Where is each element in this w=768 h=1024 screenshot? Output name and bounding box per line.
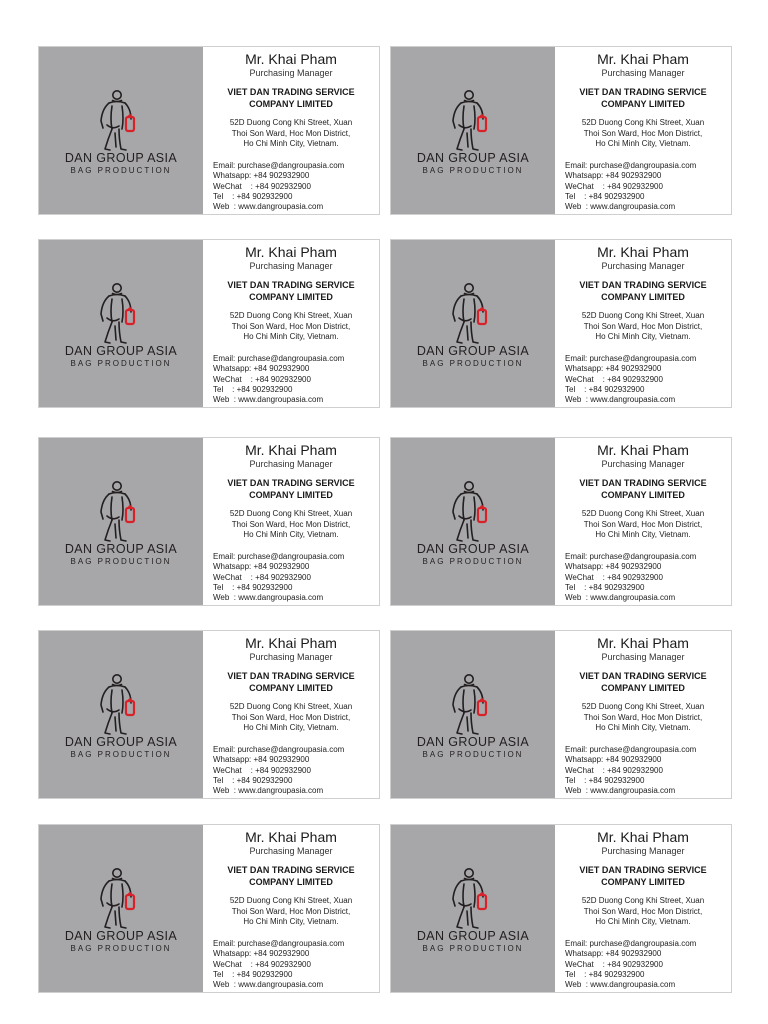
figure-with-bag-icon — [447, 89, 495, 153]
job-title: Purchasing Manager — [249, 459, 333, 469]
business-card — [390, 824, 732, 993]
company-line: COMPANY LIMITED — [601, 292, 685, 302]
business-card — [38, 630, 380, 799]
tel-line: Tel : +84 902932900 — [213, 969, 293, 979]
company-line: VIET DAN TRADING SERVICE — [227, 478, 355, 488]
job-title: Purchasing Manager — [249, 846, 333, 856]
web-line: Web : www.dangroupasia.com — [213, 202, 324, 212]
company-line: COMPANY LIMITED — [601, 490, 685, 500]
job-title: Purchasing Manager — [601, 846, 685, 856]
address — [203, 702, 379, 734]
address-line: Ho Chi Minh City, Vietnam. — [595, 723, 691, 732]
job-title: Purchasing Manager — [249, 68, 333, 78]
brand-name: DAN GROUP ASIA — [64, 929, 178, 943]
email-line: Email: purchase@dangroupasia.com — [565, 552, 697, 561]
whatsapp-line: Whatsapp: +84 902932900 — [213, 755, 310, 765]
address — [203, 118, 379, 150]
contact-details — [213, 552, 344, 603]
address-line: 52D Duong Cong Khi Street, Xuan — [229, 118, 353, 127]
contact-details — [565, 745, 696, 796]
email-line: Email: purchase@dangroupasia.com — [213, 745, 345, 754]
web-line: Web : www.dangroupasia.com — [565, 202, 676, 212]
person-name: Mr. Khai Pham — [597, 635, 689, 651]
company-name — [555, 279, 731, 303]
contact-info — [203, 631, 379, 798]
business-card — [390, 630, 732, 799]
person-name: Mr. Khai Pham — [245, 244, 337, 260]
company-name — [203, 670, 379, 694]
wechat-line: WeChat : +84 902932900 — [565, 765, 663, 775]
company-line: VIET DAN TRADING SERVICE — [579, 87, 707, 97]
company-name — [203, 477, 379, 501]
company-line: VIET DAN TRADING SERVICE — [579, 280, 707, 290]
tel-line: Tel : +84 902932900 — [213, 384, 293, 394]
wechat-line: WeChat : +84 902932900 — [565, 572, 663, 582]
business-card — [390, 437, 732, 606]
whatsapp-line: Whatsapp: +84 902932900 — [213, 949, 310, 959]
whatsapp-line: Whatsapp: +84 902932900 — [565, 949, 662, 959]
contact-info — [203, 825, 379, 992]
person-name: Mr. Khai Pham — [597, 442, 689, 458]
brand-tagline: BAG PRODUCTION — [422, 944, 524, 953]
company-line: VIET DAN TRADING SERVICE — [579, 865, 707, 875]
figure-with-bag-icon — [95, 673, 143, 737]
job-title: Purchasing Manager — [601, 652, 685, 662]
contact-info — [555, 438, 731, 605]
brand-panel — [39, 240, 203, 407]
figure-with-bag-icon — [95, 89, 143, 153]
brand-name: DAN GROUP ASIA — [64, 735, 178, 749]
contact-details — [565, 939, 696, 990]
contact-info — [203, 47, 379, 214]
company-line: VIET DAN TRADING SERVICE — [227, 87, 355, 97]
address-line: Thoi Son Ward, Hoc Mon District, — [583, 519, 703, 529]
company-line: VIET DAN TRADING SERVICE — [227, 865, 355, 875]
address-line: Thoi Son Ward, Hoc Mon District, — [583, 321, 703, 331]
job-title: Purchasing Manager — [601, 261, 685, 271]
business-card — [38, 824, 380, 993]
address-line: Ho Chi Minh City, Vietnam. — [595, 530, 691, 539]
address — [555, 311, 731, 343]
person-name: Mr. Khai Pham — [245, 51, 337, 67]
address-line: 52D Duong Cong Khi Street, Xuan — [581, 311, 705, 320]
whatsapp-line: Whatsapp: +84 902932900 — [565, 171, 662, 181]
contact-info — [203, 240, 379, 407]
address — [555, 702, 731, 734]
wechat-line: WeChat : +84 902932900 — [565, 181, 663, 191]
business-card — [38, 46, 380, 215]
email-line: Email: purchase@dangroupasia.com — [565, 939, 697, 948]
person-name: Mr. Khai Pham — [245, 442, 337, 458]
person-name: Mr. Khai Pham — [597, 829, 689, 845]
email-line: Email: purchase@dangroupasia.com — [565, 161, 697, 170]
company-name — [555, 864, 731, 888]
contact-info — [555, 240, 731, 407]
company-line: COMPANY LIMITED — [249, 490, 333, 500]
wechat-line: WeChat : +84 902932900 — [213, 765, 311, 775]
tel-line: Tel : +84 902932900 — [565, 384, 645, 394]
figure-with-bag-icon — [447, 867, 495, 931]
address-line: Ho Chi Minh City, Vietnam. — [595, 139, 691, 148]
address-line: Thoi Son Ward, Hoc Mon District, — [231, 906, 351, 916]
business-card — [390, 46, 732, 215]
company-line: VIET DAN TRADING SERVICE — [227, 671, 355, 681]
address-line: 52D Duong Cong Khi Street, Xuan — [581, 702, 705, 711]
wechat-line: WeChat : +84 902932900 — [565, 374, 663, 384]
tel-line: Tel : +84 902932900 — [213, 775, 293, 785]
person-name: Mr. Khai Pham — [245, 829, 337, 845]
email-line: Email: purchase@dangroupasia.com — [565, 745, 697, 754]
company-line: VIET DAN TRADING SERVICE — [227, 280, 355, 290]
company-line: COMPANY LIMITED — [601, 99, 685, 109]
address-line: Thoi Son Ward, Hoc Mon District, — [231, 128, 351, 138]
web-line: Web : www.dangroupasia.com — [565, 593, 676, 603]
address-line: 52D Duong Cong Khi Street, Xuan — [229, 702, 353, 711]
address-line: Ho Chi Minh City, Vietnam. — [243, 723, 339, 732]
address — [203, 509, 379, 541]
brand-panel — [39, 631, 203, 798]
whatsapp-line: Whatsapp: +84 902932900 — [565, 364, 662, 374]
figure-with-bag-icon — [95, 282, 143, 346]
address-line: Ho Chi Minh City, Vietnam. — [243, 332, 339, 341]
wechat-line: WeChat : +84 902932900 — [213, 181, 311, 191]
brand-tagline: BAG PRODUCTION — [70, 359, 172, 368]
company-name — [203, 279, 379, 303]
web-line: Web : www.dangroupasia.com — [213, 980, 324, 990]
address-line: Ho Chi Minh City, Vietnam. — [243, 917, 339, 926]
brand-panel — [391, 825, 555, 992]
brand-tagline: BAG PRODUCTION — [70, 166, 172, 175]
address — [555, 509, 731, 541]
address-line: Thoi Son Ward, Hoc Mon District, — [583, 712, 703, 722]
address-line: Thoi Son Ward, Hoc Mon District, — [231, 712, 351, 722]
address-line: 52D Duong Cong Khi Street, Xuan — [229, 311, 353, 320]
contact-info — [203, 438, 379, 605]
person-name: Mr. Khai Pham — [597, 244, 689, 260]
person-name: Mr. Khai Pham — [245, 635, 337, 651]
company-line: VIET DAN TRADING SERVICE — [579, 671, 707, 681]
email-line: Email: purchase@dangroupasia.com — [565, 354, 697, 363]
company-line: COMPANY LIMITED — [601, 683, 685, 693]
wechat-line: WeChat : +84 902932900 — [213, 572, 311, 582]
figure-with-bag-icon — [95, 480, 143, 544]
brand-tagline: BAG PRODUCTION — [70, 557, 172, 566]
contact-info — [555, 631, 731, 798]
brand-name: DAN GROUP ASIA — [64, 151, 178, 165]
figure-with-bag-icon — [95, 867, 143, 931]
tel-line: Tel : +84 902932900 — [565, 969, 645, 979]
contact-info — [555, 825, 731, 992]
address — [203, 311, 379, 343]
address-line: Thoi Son Ward, Hoc Mon District, — [231, 321, 351, 331]
job-title: Purchasing Manager — [601, 459, 685, 469]
company-name — [203, 864, 379, 888]
email-line: Email: purchase@dangroupasia.com — [213, 939, 345, 948]
whatsapp-line: Whatsapp: +84 902932900 — [565, 562, 662, 572]
web-line: Web : www.dangroupasia.com — [213, 395, 324, 405]
web-line: Web : www.dangroupasia.com — [213, 786, 324, 796]
address-line: Ho Chi Minh City, Vietnam. — [243, 530, 339, 539]
brand-panel — [39, 47, 203, 214]
address-line: 52D Duong Cong Khi Street, Xuan — [229, 509, 353, 518]
brand-name: DAN GROUP ASIA — [416, 344, 530, 358]
brand-panel — [39, 825, 203, 992]
brand-panel — [391, 47, 555, 214]
address-line: Thoi Son Ward, Hoc Mon District, — [583, 906, 703, 916]
business-card — [38, 239, 380, 408]
whatsapp-line: Whatsapp: +84 902932900 — [213, 562, 310, 572]
address-line: 52D Duong Cong Khi Street, Xuan — [581, 118, 705, 127]
brand-tagline: BAG PRODUCTION — [70, 944, 172, 953]
email-line: Email: purchase@dangroupasia.com — [213, 552, 345, 561]
contact-details — [213, 354, 344, 405]
company-line: VIET DAN TRADING SERVICE — [579, 478, 707, 488]
brand-name: DAN GROUP ASIA — [64, 344, 178, 358]
web-line: Web : www.dangroupasia.com — [565, 395, 676, 405]
brand-tagline: BAG PRODUCTION — [70, 750, 172, 759]
person-name: Mr. Khai Pham — [597, 51, 689, 67]
tel-line: Tel : +84 902932900 — [213, 191, 293, 201]
brand-panel — [39, 438, 203, 605]
whatsapp-line: Whatsapp: +84 902932900 — [565, 755, 662, 765]
tel-line: Tel : +84 902932900 — [565, 191, 645, 201]
web-line: Web : www.dangroupasia.com — [565, 786, 676, 796]
brand-name: DAN GROUP ASIA — [416, 929, 530, 943]
web-line: Web : www.dangroupasia.com — [565, 980, 676, 990]
brand-name: DAN GROUP ASIA — [416, 151, 530, 165]
address-line: 52D Duong Cong Khi Street, Xuan — [581, 896, 705, 905]
brand-tagline: BAG PRODUCTION — [422, 750, 524, 759]
job-title: Purchasing Manager — [601, 68, 685, 78]
business-card — [390, 239, 732, 408]
address-line: Thoi Son Ward, Hoc Mon District, — [583, 128, 703, 138]
wechat-line: WeChat : +84 902932900 — [213, 959, 311, 969]
business-card — [38, 437, 380, 606]
figure-with-bag-icon — [447, 282, 495, 346]
email-line: Email: purchase@dangroupasia.com — [213, 354, 345, 363]
tel-line: Tel : +84 902932900 — [213, 582, 293, 592]
company-line: COMPANY LIMITED — [601, 877, 685, 887]
contact-info — [555, 47, 731, 214]
company-line: COMPANY LIMITED — [249, 877, 333, 887]
brand-name: DAN GROUP ASIA — [416, 735, 530, 749]
company-name — [203, 86, 379, 110]
contact-details — [213, 939, 344, 990]
brand-name: DAN GROUP ASIA — [416, 542, 530, 556]
brand-tagline: BAG PRODUCTION — [422, 557, 524, 566]
web-line: Web : www.dangroupasia.com — [213, 593, 324, 603]
email-line: Email: purchase@dangroupasia.com — [213, 161, 345, 170]
brand-tagline: BAG PRODUCTION — [422, 359, 524, 368]
address-line: Ho Chi Minh City, Vietnam. — [595, 332, 691, 341]
figure-with-bag-icon — [447, 480, 495, 544]
contact-details — [565, 161, 696, 212]
address-line: 52D Duong Cong Khi Street, Xuan — [229, 896, 353, 905]
brand-panel — [391, 240, 555, 407]
contact-details — [565, 552, 696, 603]
contact-details — [213, 745, 344, 796]
company-name — [555, 670, 731, 694]
whatsapp-line: Whatsapp: +84 902932900 — [213, 171, 310, 181]
address — [203, 896, 379, 928]
job-title: Purchasing Manager — [249, 261, 333, 271]
company-line: COMPANY LIMITED — [249, 292, 333, 302]
address-line: Ho Chi Minh City, Vietnam. — [243, 139, 339, 148]
contact-details — [565, 354, 696, 405]
address — [555, 896, 731, 928]
brand-name: DAN GROUP ASIA — [64, 542, 178, 556]
figure-with-bag-icon — [447, 673, 495, 737]
whatsapp-line: Whatsapp: +84 902932900 — [213, 364, 310, 374]
wechat-line: WeChat : +84 902932900 — [213, 374, 311, 384]
wechat-line: WeChat : +84 902932900 — [565, 959, 663, 969]
job-title: Purchasing Manager — [249, 652, 333, 662]
company-line: COMPANY LIMITED — [249, 99, 333, 109]
tel-line: Tel : +84 902932900 — [565, 582, 645, 592]
address-line: 52D Duong Cong Khi Street, Xuan — [581, 509, 705, 518]
address — [555, 118, 731, 150]
company-line: COMPANY LIMITED — [249, 683, 333, 693]
address-line: Ho Chi Minh City, Vietnam. — [595, 917, 691, 926]
address-line: Thoi Son Ward, Hoc Mon District, — [231, 519, 351, 529]
brand-tagline: BAG PRODUCTION — [422, 166, 524, 175]
brand-panel — [391, 631, 555, 798]
brand-panel — [391, 438, 555, 605]
company-name — [555, 86, 731, 110]
company-name — [555, 477, 731, 501]
contact-details — [213, 161, 344, 212]
tel-line: Tel : +84 902932900 — [565, 775, 645, 785]
